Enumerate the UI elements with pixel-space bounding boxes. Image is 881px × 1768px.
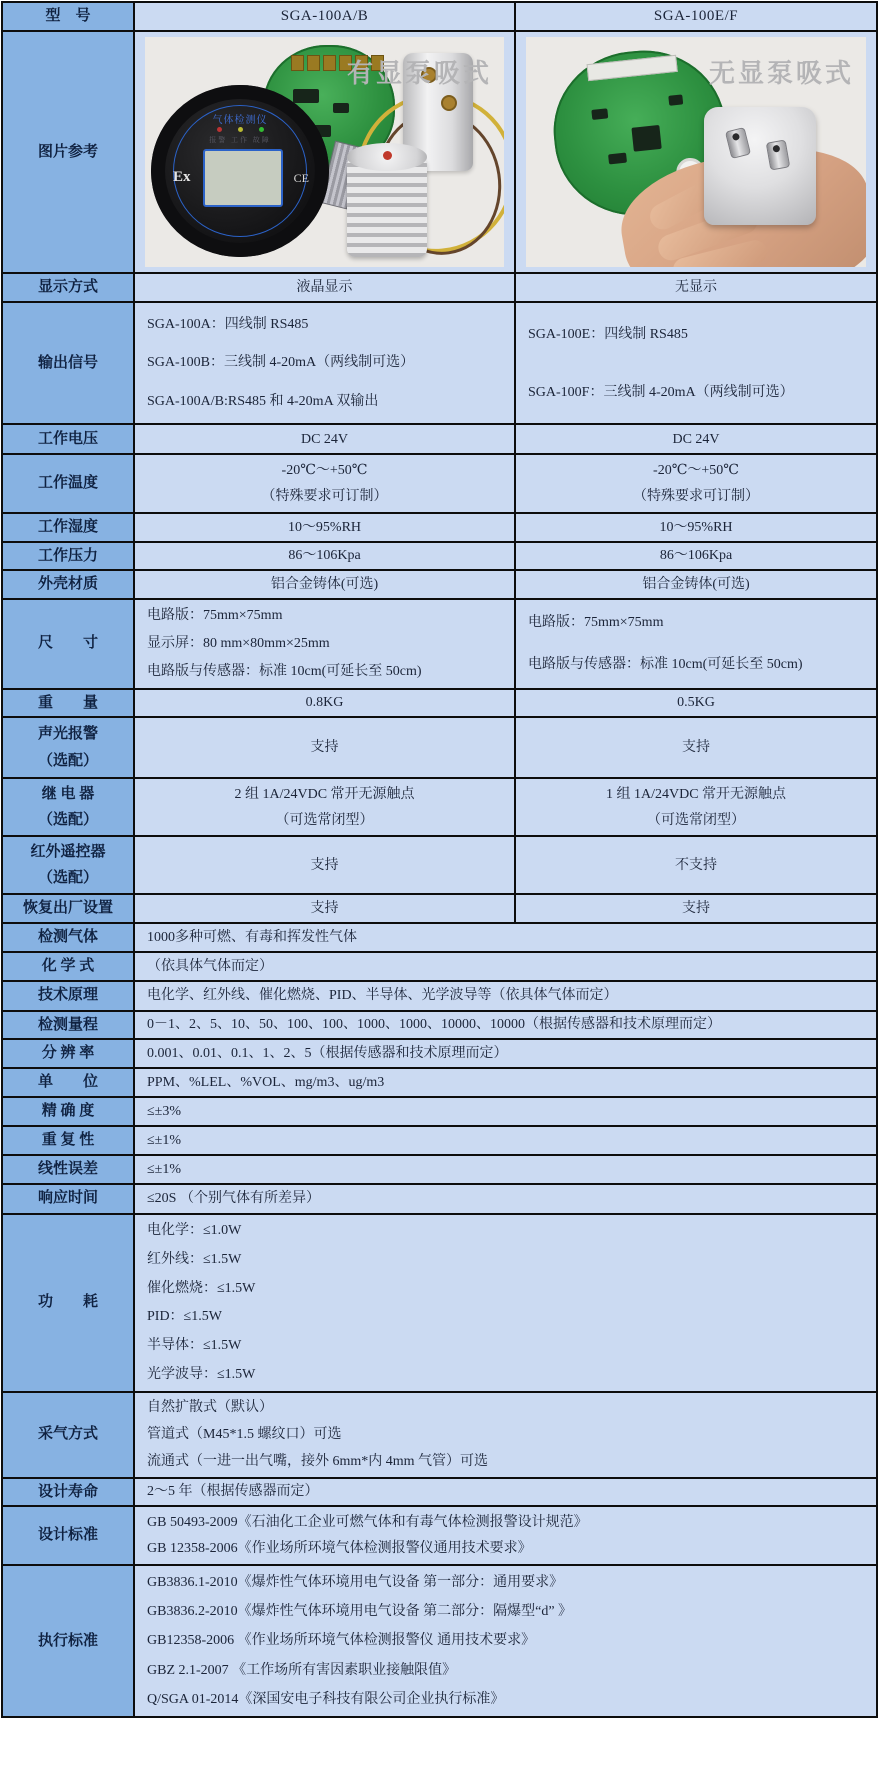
row-label-working-voltage — [3, 425, 133, 453]
row-value-factory-reset-col1 — [133, 895, 514, 922]
row-value-factory-reset-col2 — [514, 895, 876, 922]
spec-row-response-time — [3, 1185, 876, 1215]
row-value-line: 10～95%RH — [659, 519, 733, 535]
row-value-resolution — [133, 1040, 876, 1067]
row-value-line: 光学波导：≤1.5W — [147, 1366, 256, 1382]
row-value-line: 1 组 1A/24VDC 常开无源触点 — [605, 786, 787, 802]
row-label-line: 线性误差 — [37, 1160, 98, 1177]
row-value-dimensions-col1 — [133, 600, 514, 688]
spec-row-power-consumption — [3, 1215, 876, 1393]
row-value-line: 0－1、2、5、10、50、100、100、1000、1000、10000、10000（根据传感器和技术原理而定） — [147, 1017, 721, 1033]
spec-row-technical-principle — [3, 982, 876, 1012]
row-value-line: 电路版与传感器：标准 10cm(可延长至 50cm) — [528, 657, 803, 672]
row-value-chemical-formula — [133, 953, 876, 980]
row-value-line: 支持 — [310, 857, 339, 873]
row-value-ir-remote-col2 — [514, 837, 876, 893]
model-col2-cell — [514, 3, 876, 30]
spec-row-linearity-error — [3, 1156, 876, 1185]
row-label-power-consumption — [3, 1215, 133, 1391]
detector-leds — [151, 127, 329, 132]
row-value-line: 2～5 年（根据传感器而定） — [147, 1484, 319, 1500]
spec-row-design-standard — [3, 1507, 876, 1566]
row-label-chemical-formula — [3, 953, 133, 980]
row-label-execution-standard — [3, 1566, 133, 1716]
row-value-line: 10～95%RH — [287, 519, 362, 535]
row-value-line: 红外线：≤1.5W — [147, 1251, 242, 1267]
model-name-sga100ab: SGA-100A/B — [280, 8, 369, 25]
row-value-line: 86～106Kpa — [288, 548, 361, 564]
row-value-line: （可选常闭型） — [275, 812, 374, 828]
spec-row-resolution — [3, 1040, 876, 1069]
row-label-line: 检测气体 — [37, 929, 98, 945]
photo-cell-sga100ef — [514, 32, 876, 272]
row-label-gas-sampling — [3, 1393, 133, 1477]
row-value-ir-remote-col1 — [133, 837, 514, 893]
spec-row-working-temperature — [3, 455, 876, 514]
row-value-line: GBZ 2.1-2007 《工作场所有害因素职业接触限值》 — [147, 1662, 457, 1678]
spec-row-working-pressure — [3, 543, 876, 572]
row-label-line: 声光报警 — [37, 725, 98, 742]
ce-mark: CE — [293, 171, 309, 185]
row-value-line: SGA-100A：四线制 RS485 — [147, 316, 309, 332]
row-value-linearity-error — [133, 1156, 876, 1183]
row-value-working-pressure-col1 — [133, 543, 514, 570]
spec-row-dimensions — [3, 600, 876, 690]
row-value-line: 液晶显示 — [296, 280, 353, 295]
row-value-shell-material-col2 — [514, 571, 876, 598]
row-label-line: 设计寿命 — [37, 1483, 98, 1500]
detector-title-text: 气体检测仪 — [212, 115, 268, 126]
row-label-line: 化 学 式 — [41, 957, 95, 974]
row-label-line: 工作湿度 — [37, 519, 98, 535]
spec-row-chemical-formula — [3, 953, 876, 982]
row-value-line: 无显示 — [675, 280, 717, 295]
spec-row-relay — [3, 779, 876, 837]
row-label-line: 尺 寸 — [37, 635, 98, 652]
row-value-line: 0.8KG — [305, 695, 344, 711]
spec-row-detected-gas — [3, 924, 876, 953]
row-label-line: 重 量 — [37, 694, 98, 711]
row-value-display-mode-col1 — [133, 274, 514, 301]
row-value-line: 电化学、红外线、催化燃烧、PID、半导体、光学波导等（依具体气体而定） — [147, 988, 618, 1003]
row-value-dimensions-col2 — [514, 600, 876, 688]
row-value-line: （特殊要求可订制） — [261, 489, 388, 505]
photo-cell-sga100ab — [133, 32, 514, 272]
row-value-display-mode-col2 — [514, 274, 876, 301]
row-value-unit — [133, 1069, 876, 1096]
row-value-weight-col1 — [133, 690, 514, 717]
row-label-line: 输出信号 — [37, 354, 98, 371]
row-label-design-standard — [3, 1507, 133, 1564]
row-value-line: 86～106Kpa — [659, 548, 733, 564]
row-label-line: 技术原理 — [37, 987, 98, 1004]
spec-row-output-signal — [3, 303, 876, 425]
row-label-working-temperature — [3, 455, 133, 512]
product-photo-sga100ab — [145, 37, 504, 267]
row-label-display-mode — [3, 274, 133, 301]
row-label-ir-remote — [3, 837, 133, 893]
row-value-line: 电路版：75mm×75mm — [528, 615, 664, 630]
row-value-line: 0.001、0.01、0.1、1、2、5（根据传感器和技术原理而定） — [147, 1046, 508, 1061]
row-label-line: 工作压力 — [37, 547, 98, 564]
row-value-line: 2 组 1A/24VDC 常开无源触点 — [234, 786, 415, 802]
spec-row-gas-sampling — [3, 1393, 876, 1479]
row-value-line: ≤20S （个别气体有所差异） — [147, 1191, 320, 1206]
row-value-line: DC 24V — [672, 431, 720, 447]
row-label-line: （选配） — [37, 811, 98, 828]
sensor-cylinder-illustration — [704, 107, 816, 225]
row-value-accuracy — [133, 1098, 876, 1125]
row-label-line: 继 电 器 — [41, 785, 95, 802]
row-value-gas-sampling — [133, 1393, 876, 1477]
row-value-working-humidity-col2 — [514, 514, 876, 541]
row-value-line: ≤±1% — [147, 1132, 182, 1148]
row-value-line: 电路版：75mm×75mm — [147, 608, 283, 623]
row-value-line: SGA-100E：四线制 RS485 — [528, 326, 688, 342]
model-header-label-cell — [3, 3, 133, 30]
image-row-label-cell — [3, 32, 133, 272]
row-label-line: 分 辨 率 — [41, 1045, 95, 1062]
row-value-technical-principle — [133, 982, 876, 1010]
row-value-line: DC 24V — [300, 431, 349, 447]
row-label-shell-material — [3, 571, 133, 598]
row-value-detected-gas — [133, 924, 876, 951]
row-value-execution-standard — [133, 1566, 876, 1716]
row-label-line: 检测量程 — [37, 1016, 98, 1033]
model-col1-cell — [133, 3, 514, 30]
row-value-line: 管道式（M45*1.5 螺纹口）可选 — [147, 1426, 342, 1442]
row-value-line: 支持 — [310, 740, 339, 755]
chip-illustration — [631, 125, 661, 152]
row-value-relay-col1 — [133, 779, 514, 835]
row-value-line: GB 12358-2006《作业场所环境气体检测报警仪通用技术要求》 — [147, 1541, 532, 1557]
spec-row-ir-remote — [3, 837, 876, 895]
row-label-repeatability — [3, 1127, 133, 1154]
spec-row-detection-range — [3, 1012, 876, 1041]
image-row-label: 图片参考 — [37, 143, 98, 160]
row-label-line: 设计标准 — [37, 1527, 98, 1544]
row-value-line: PID：≤1.5W — [147, 1309, 222, 1325]
row-value-working-voltage-col2 — [514, 425, 876, 453]
row-value-working-temperature-col1 — [133, 455, 514, 512]
spec-row-shell-material — [3, 571, 876, 600]
row-value-line: ≤±1% — [147, 1161, 182, 1177]
row-label-line: 工作温度 — [37, 475, 98, 492]
row-label-line: 显示方式 — [37, 279, 98, 296]
spec-row-repeatability — [3, 1127, 876, 1156]
row-value-line: （依具体气体而定） — [147, 958, 273, 974]
chip-illustration — [608, 153, 627, 165]
spec-row-working-voltage — [3, 425, 876, 455]
row-label-line: 功 耗 — [37, 1294, 98, 1311]
sensor-cylinder-illustration — [347, 157, 427, 257]
row-label-line: 工作电压 — [37, 430, 98, 447]
row-value-line: ≤±3% — [147, 1103, 182, 1119]
row-label-accuracy — [3, 1098, 133, 1125]
row-label-line: 响应时间 — [37, 1190, 98, 1207]
row-label-response-time — [3, 1185, 133, 1213]
chip-illustration — [668, 94, 683, 105]
row-label-technical-principle — [3, 982, 133, 1010]
row-value-shell-material-col1 — [133, 571, 514, 598]
row-label-line: （选配） — [37, 869, 98, 886]
row-value-line: 铝合金铸体(可选) — [270, 576, 379, 592]
row-value-line: GB3836.1-2010《爆炸性气体环境用电气设备 第一部分：通用要求》 — [147, 1575, 564, 1591]
spec-row-accuracy — [3, 1098, 876, 1127]
spec-row-display-mode — [3, 274, 876, 303]
row-value-detection-range — [133, 1012, 876, 1039]
row-label-factory-reset — [3, 895, 133, 922]
row-label-line: 红外遥控器 — [30, 843, 106, 860]
row-value-line: GB3836.2-2010《爆炸性气体环境用电气设备 第二部分：隔爆型“d” 》 — [147, 1604, 573, 1620]
row-value-line: 0.5KG — [677, 695, 715, 711]
row-value-response-time — [133, 1185, 876, 1213]
row-label-line: 单 位 — [37, 1074, 98, 1091]
detector-lcd-screen — [203, 149, 283, 207]
row-label-detection-range — [3, 1012, 133, 1039]
row-label-unit — [3, 1069, 133, 1096]
detector-led-labels: 报警 工作 故障 — [209, 136, 271, 144]
model-header-label: 型 号 — [45, 8, 91, 25]
row-value-line: -20℃～+50℃ — [281, 462, 368, 478]
row-label-detected-gas — [3, 924, 133, 951]
row-label-output-signal — [3, 303, 133, 423]
row-value-line: （特殊要求可订制） — [633, 489, 759, 505]
row-value-line: Q/SGA 01-2014《深国安电子科技有限公司企业执行标准》 — [147, 1691, 505, 1707]
image-reference-row — [3, 32, 876, 274]
spec-row-unit — [3, 1069, 876, 1098]
row-value-line: GB 50493-2009《石油化工企业可燃气体和有毒气体检测报警设计规范》 — [147, 1514, 588, 1530]
model-header-row — [3, 3, 876, 32]
row-value-line: 支持 — [682, 901, 710, 916]
spec-row-sound-light-alarm — [3, 718, 876, 779]
row-label-working-humidity — [3, 514, 133, 541]
row-label-dimensions — [3, 600, 133, 688]
row-value-repeatability — [133, 1127, 876, 1154]
spec-row-execution-standard — [3, 1566, 876, 1716]
row-label-line: 外壳材质 — [37, 576, 98, 592]
row-label-working-pressure — [3, 543, 133, 570]
chip-illustration — [591, 108, 608, 120]
row-value-design-life — [133, 1479, 876, 1506]
product-photo-sga100ef — [526, 37, 866, 267]
sensor-red-dot — [383, 151, 392, 160]
row-value-line: 流通式（一进一出气嘴，接外 6mm*内 4mm 气管）可选 — [147, 1453, 489, 1469]
row-value-working-pressure-col2 — [514, 543, 876, 570]
row-label-line: （选配） — [37, 753, 98, 769]
detector-illustration — [151, 85, 329, 257]
row-value-line: SGA-100B：三线制 4-20mA（两线制可选） — [147, 355, 415, 371]
row-value-line: 1000多种可燃、有毒和挥发性气体 — [147, 929, 357, 945]
row-value-working-temperature-col2 — [514, 455, 876, 512]
row-value-line: （可选常闭型） — [647, 812, 745, 828]
row-value-relay-col2 — [514, 779, 876, 835]
row-value-line: 显示屏：80 mm×80mm×25mm — [147, 636, 330, 651]
row-label-weight — [3, 690, 133, 717]
row-value-line: SGA-100A/B:RS485 和 4-20mA 双输出 — [147, 394, 379, 410]
row-value-power-consumption — [133, 1215, 876, 1391]
spec-row-design-life — [3, 1479, 876, 1508]
row-value-working-humidity-col1 — [133, 514, 514, 541]
chip-illustration — [293, 89, 319, 103]
row-value-line: 半导体：≤1.5W — [147, 1337, 242, 1353]
row-value-working-voltage-col1 — [133, 425, 514, 453]
photo-watermark: 无显泵吸式 — [708, 59, 854, 88]
row-value-line: 支持 — [682, 740, 710, 755]
row-label-linearity-error — [3, 1156, 133, 1183]
row-label-line: 恢复出厂设置 — [22, 900, 113, 917]
row-value-design-standard — [133, 1507, 876, 1564]
row-label-line: 采气方式 — [37, 1426, 98, 1443]
row-label-line: 执行标准 — [37, 1632, 98, 1649]
model-name-sga100ef: SGA-100E/F — [653, 8, 739, 25]
product-spec-table — [1, 1, 878, 1718]
row-label-relay — [3, 779, 133, 835]
row-label-design-life — [3, 1479, 133, 1506]
photo-watermark: 有显泵吸式 — [346, 59, 492, 88]
row-value-output-signal-col2 — [514, 303, 876, 423]
row-value-line: 不支持 — [675, 857, 717, 873]
spec-row-factory-reset — [3, 895, 876, 924]
ex-mark: Ex — [173, 169, 191, 185]
row-label-resolution — [3, 1040, 133, 1067]
chip-illustration — [333, 103, 349, 113]
row-value-line: 铝合金铸体(可选) — [642, 576, 750, 592]
pcb-label-sticker — [587, 55, 678, 81]
row-value-line: GB12358-2006 《作业场所环境气体检测报警仪 通用技术要求》 — [147, 1633, 536, 1649]
row-value-sound-light-alarm-col1 — [133, 718, 514, 777]
row-value-line: PPM、%LEL、%VOL、mg/m3、ug/m3 — [147, 1075, 385, 1090]
row-value-line: SGA-100F：三线制 4-20mA（两线制可选） — [528, 384, 794, 400]
row-label-sound-light-alarm — [3, 718, 133, 777]
row-value-line: 支持 — [310, 901, 339, 916]
spec-row-weight — [3, 690, 876, 719]
row-value-sound-light-alarm-col2 — [514, 718, 876, 777]
row-value-line: 催化燃烧：≤1.5W — [147, 1280, 256, 1296]
row-value-line: 电路版与传感器：标准 10cm(可延长至 50cm) — [147, 664, 422, 679]
row-value-weight-col2 — [514, 690, 876, 717]
row-value-line: -20℃～+50℃ — [653, 462, 739, 478]
row-value-line: 电化学：≤1.0W — [147, 1223, 242, 1239]
row-label-line: 重 复 性 — [41, 1131, 95, 1148]
spec-row-working-humidity — [3, 514, 876, 543]
row-label-line: 精 确 度 — [41, 1103, 95, 1119]
row-value-output-signal-col1 — [133, 303, 514, 423]
row-value-line: 自然扩散式（默认） — [147, 1400, 273, 1416]
